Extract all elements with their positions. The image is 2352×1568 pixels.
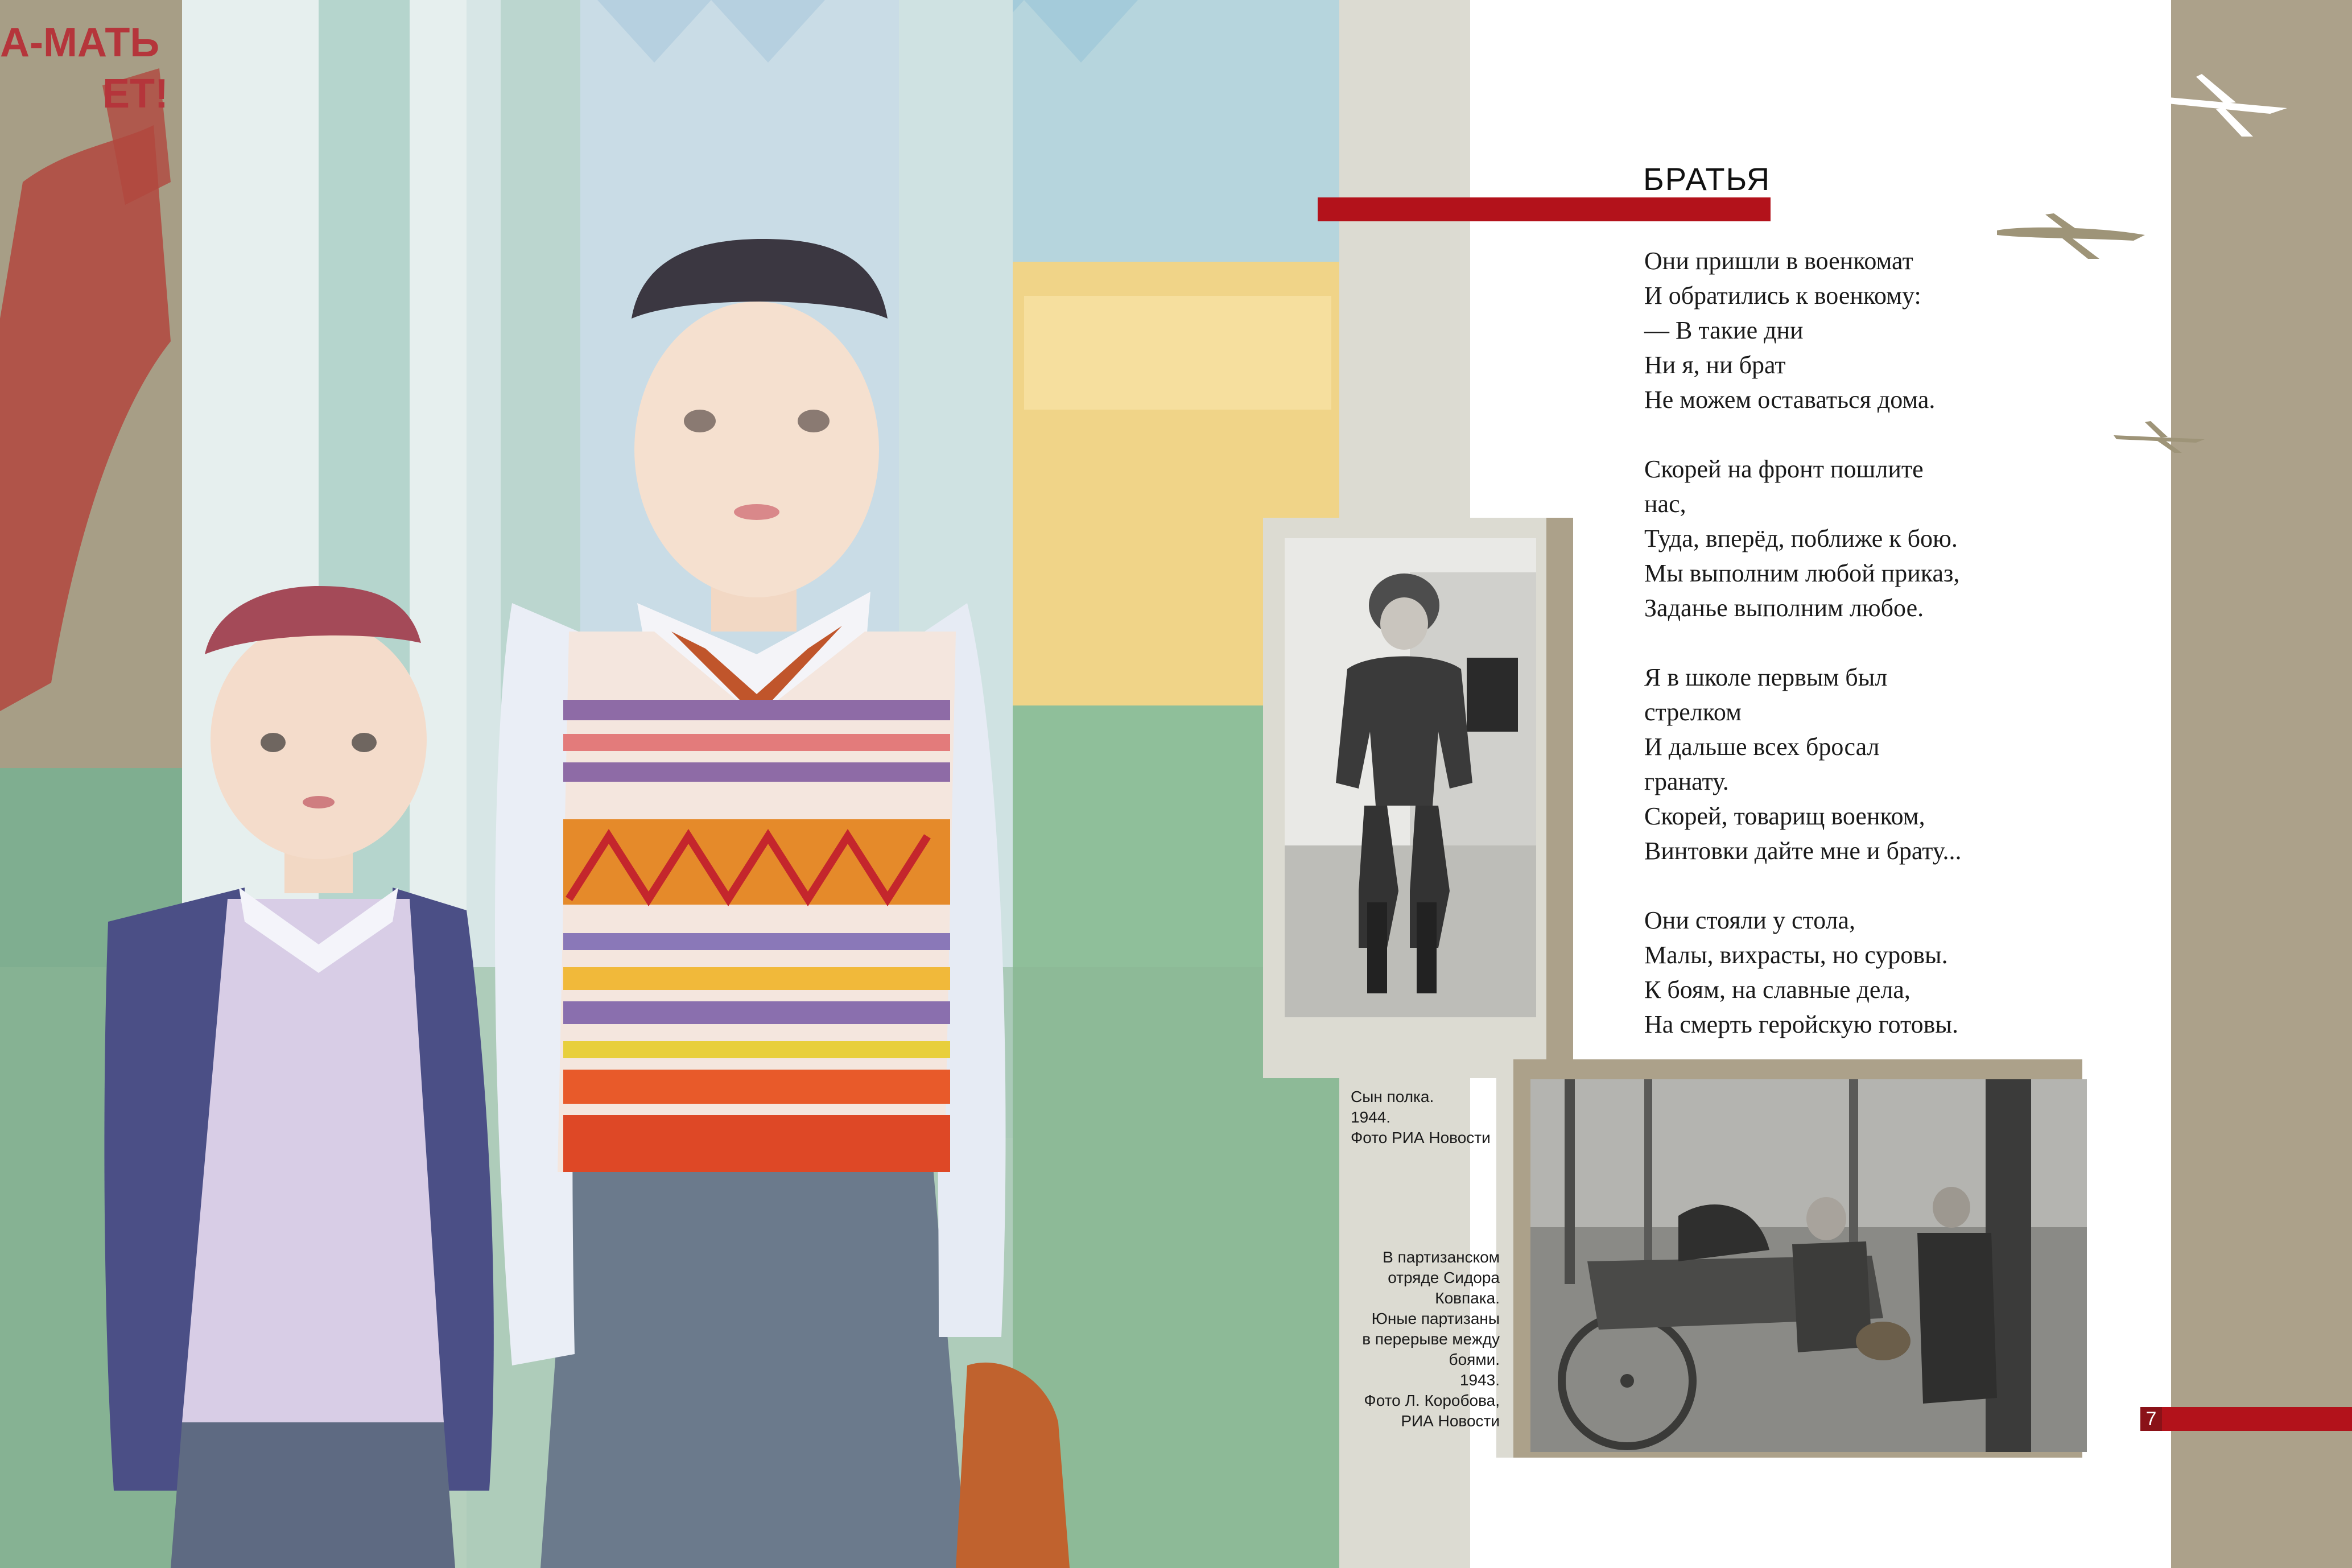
striped-vest [558,632,956,1172]
poster-text [0,17,228,119]
airplane-icon [2111,415,2207,455]
photo-frame-khaki-edge [1546,518,1573,1061]
poem-stanza-3: Я в школе первым был стрелком И дальше всех бросал гранату. Скорей, товарищ военком, Винтовки дайте мне и брату... [1644,663,1962,865]
poem-stanza-1: Они пришли в военкомат И обратились к военкому: — В такие дни Ни я, ни брат Не можем оставаться дома. [1644,247,1936,414]
poem-title: БРАТЬЯ [1643,161,1771,197]
poem-stanza-2: Скорей на фронт пошлите нас, Туда, вперёд, поближе к бою. Мы выполним любой приказ, Заданье выполним любое. [1644,455,1960,622]
khaki-column [2171,0,2352,1568]
photo-partisans [1530,1079,2087,1452]
poster-text-top: А-МАТЬ [0,20,160,65]
photo-partisans-image [1530,1079,2087,1452]
airplane-icon [2156,63,2293,142]
poem-body [1644,244,1963,1094]
poem-stanza-4: Они стояли у стола, Малы, вихрасты, но суровы. К боям, на славные дела, На смерть геройскую готовы. [1644,906,1958,1038]
page-number: 7 [2140,1407,2162,1431]
photo-son-of-regiment [1285,538,1536,1017]
airplane-icon [1991,202,2151,265]
poster-text-bottom: ЕТ! [102,71,168,117]
page-number-bar [2140,1407,2352,1431]
title-bar [1318,197,1771,221]
photo-son-of-regiment-image [1285,538,1536,1017]
caption-photo-1: Сын полка. 1944. Фото РИА Новости [1351,1088,1491,1146]
caption-photo-2: В партизанском отряде Сидора Ковпака. Юные партизаны в перерыве между боями. 1943. Фото Л. Коробова, РИА Новости [1362,1248,1500,1430]
